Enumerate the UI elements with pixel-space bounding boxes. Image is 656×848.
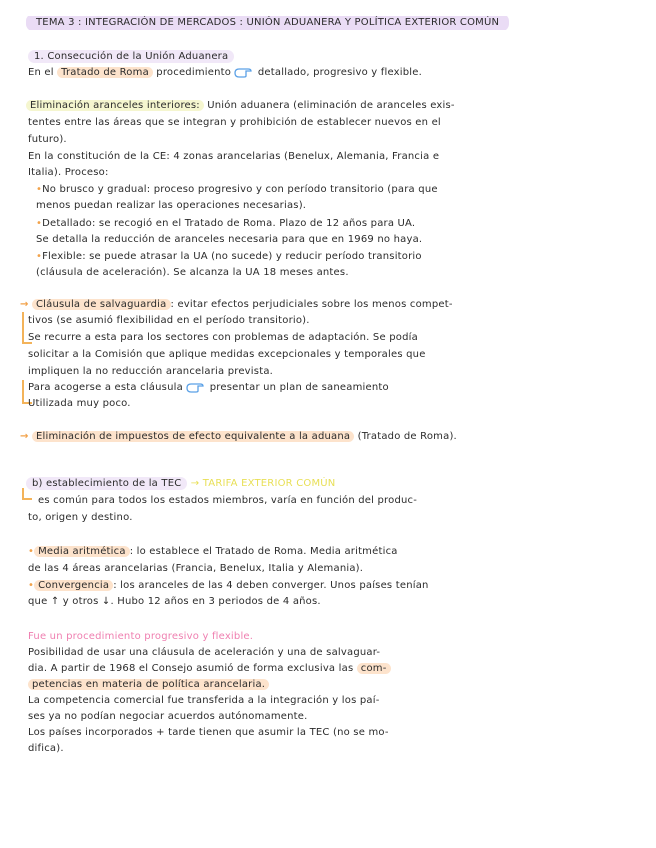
paragraph-line1: Posibilidad de usar una cláusula de aceleración y una de salvaguar- (28, 647, 381, 658)
block-a-line1 (26, 99, 638, 113)
impuestos-highlight: Eliminación de impuestos de efecto equivalente a la aduana (32, 431, 354, 442)
section-b-line1: es común para todos los estados miembros, varía en función del produc- (38, 495, 418, 506)
bullet-detallado-cont: Se detalla la reducción de aranceles necesaria para que en 1969 no haya. (36, 234, 423, 245)
media-highlight: Media aritmética (34, 546, 130, 557)
text-segment: : lo establece el Tratado de Roma. Media aritmética (129, 546, 398, 557)
bullet-no-brusco-cont: menos puedan realizar las operaciones necesarias). (36, 200, 307, 211)
block-a-line3: futuro). (28, 134, 67, 145)
hand-pointing-icon (186, 382, 206, 393)
text-segment: Unión aduanera (eliminación de aranceles exis- (203, 100, 455, 111)
tarifa-label: → TARIFA EXTERIOR COMÚN (190, 478, 336, 489)
block-c-line (20, 430, 632, 444)
text-segment: Flexible: se puede atrasar la UA (no sucede) y reducir período transitorio (42, 251, 422, 262)
text-segment: Detallado: se recogió en el Tratado de Roma. Plazo de 12 años para UA. (42, 218, 416, 229)
arrow-right-icon: → (20, 431, 29, 442)
bullet-dot-icon: • (28, 580, 35, 591)
competencias-highlight-cont: petencias en materia de política arancelaria. (28, 679, 269, 690)
block-b-line1 (20, 298, 632, 312)
block-b-line4: solicitar a la Comisión que aplique medidas excepcionales y temporales que (28, 349, 426, 360)
convergencia-highlight: Convergencia (34, 580, 113, 591)
paragraph-line3 (28, 678, 640, 692)
paragraph-line2 (28, 662, 640, 676)
text-segment: presentar un plan de saneamiento (209, 382, 389, 393)
text-segment: dia. A partir de 1968 el Consejo asumió de forma exclusiva las (28, 663, 354, 674)
section1-line (28, 66, 640, 80)
bullet-flexible (36, 250, 640, 264)
text-segment: : los aranceles de las 4 deben converger. Unos países tenían (113, 580, 429, 591)
eliminacion-highlight: Eliminación aranceles interiores: (26, 100, 204, 111)
hand-pointing-icon (234, 67, 254, 78)
page-title: TEMA 3 : INTEGRACIÓN DE MERCADOS : UNIÓN ADUANERA Y POLÍTICA EXTERIOR COMÚN (26, 16, 509, 30)
convergencia-line-cont: que ↑ y otros ↓. Hubo 12 años en 3 periodos de 4 años. (28, 596, 321, 607)
convergencia-line (28, 579, 640, 593)
media-line (28, 545, 640, 559)
bracket-arrow-icon (22, 488, 32, 500)
section-b-line2: to, origen y destino. (28, 512, 133, 523)
text-segment: : evitar efectos perjudiciales sobre los menos compet- (170, 299, 453, 310)
section1-heading: 1. Consecución de la Unión Aduanera (28, 50, 234, 63)
bullet-dot-icon: • (36, 218, 43, 229)
block-a-line4: En la constitución de la CE: 4 zonas arancelarias (Benelux, Alemania, Francia e (28, 151, 440, 162)
text-segment: procedimiento (156, 67, 232, 78)
bullet-no-brusco (36, 183, 640, 197)
paragraph-line5: ses ya no podían negociar acuerdos autónomamente. (28, 711, 308, 722)
arrow-right-icon: → (20, 299, 29, 310)
bullet-flexible-cont: (cláusula de aceleración). Se alcanza la UA 18 meses antes. (36, 267, 349, 278)
block-b-line7: Utilizada muy poco. (28, 398, 131, 409)
tratado-highlight: Tratado de Roma (57, 67, 153, 78)
bullet-dot-icon: • (36, 251, 43, 262)
clausula-highlight: Cláusula de salvaguardia (32, 299, 171, 310)
text-segment: (Tratado de Roma). (354, 431, 457, 442)
paragraph-line6: Los países incorporados + tarde tienen que asumir la TEC (no se mo- (28, 727, 389, 738)
text-segment: No brusco y gradual: proceso progresivo y con período transitorio (para que (42, 184, 438, 195)
block-a-line2: tentes entre las áreas que se integran y prohibición de establecer nuevos en el (28, 117, 441, 128)
text-segment: En el (28, 67, 54, 78)
section-b-heading-line (26, 477, 638, 491)
media-line-cont: de las 4 áreas arancelarias (Francia, Benelux, Italia y Alemania). (28, 563, 364, 574)
text-segment: Para acogerse a esta cláusula (28, 382, 183, 393)
block-b-line3: Se recurre a esta para los sectores con problemas de adaptación. Se podía (28, 332, 418, 343)
block-b-line2: tivos (se asumió flexibilidad en el período transitorio). (28, 315, 310, 326)
paragraph-line4: La competencia comercial fue transferida a la integración y los paí- (28, 695, 380, 706)
bullet-detallado (36, 217, 640, 231)
text-segment: detallado, progresivo y flexible. (257, 67, 423, 78)
pink-note: Fue un procedimiento progresivo y flexible. (28, 631, 254, 642)
block-a-line5: Italia). Proceso: (28, 167, 109, 178)
block-b-line5: impliquen la no reducción arancelaria prevista. (28, 366, 274, 377)
paragraph-line7: difica). (28, 743, 64, 754)
section1-heading-line (28, 50, 640, 64)
title-line (26, 16, 638, 30)
section-b-heading: b) establecimiento de la TEC (26, 477, 187, 490)
bullet-dot-icon: • (36, 184, 43, 195)
block-b-line6 (28, 381, 640, 395)
competencias-highlight: com- (357, 663, 391, 674)
bullet-dot-icon: • (28, 546, 35, 557)
